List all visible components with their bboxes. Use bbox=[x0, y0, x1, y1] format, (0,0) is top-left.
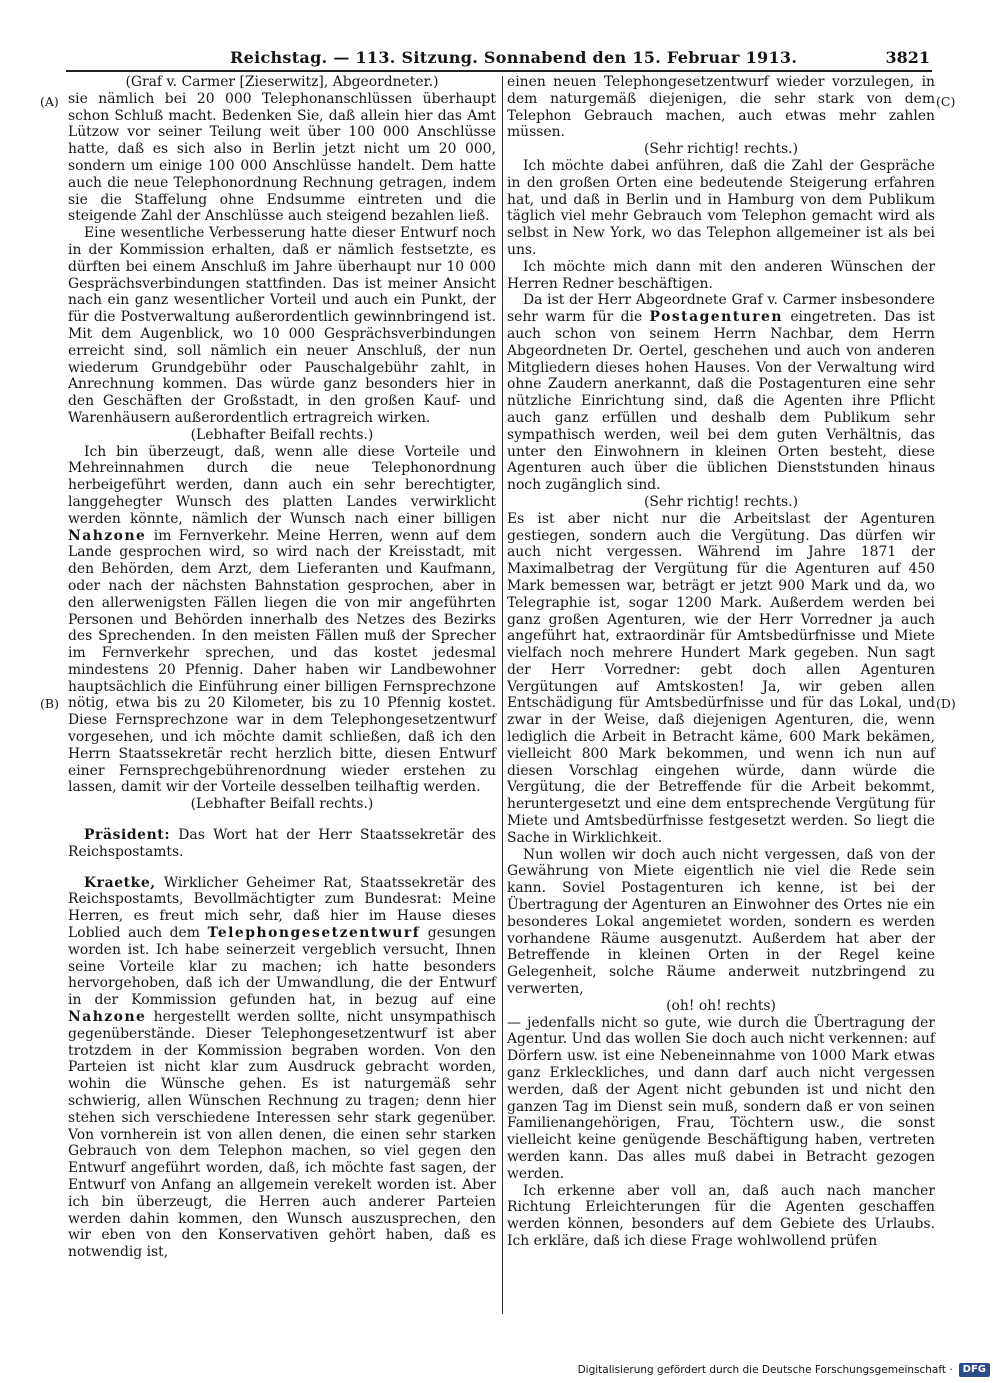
margin-marker-d: (D) bbox=[936, 696, 956, 711]
paragraph bbox=[68, 444, 496, 797]
page-header bbox=[70, 48, 930, 70]
text-span: gesungen worden ist. Ich habe seinerzeit vergeblich versucht, Ihnen seine Vorteile klar zu machen; ich hatte besonders hervorgehoben, daß ich der Umwandlung, die der Entwurf in der Kommission gefunden hat, in bezug auf eine bbox=[68, 925, 496, 1009]
speaker-name: Präsident: bbox=[84, 827, 171, 844]
speaker-head: (Graf v. Carmer [Zieserwitz], Abgeordneter.) bbox=[125, 74, 439, 90]
header-rule bbox=[66, 70, 932, 72]
interjection-note: (oh! oh! rechts) bbox=[666, 997, 776, 1014]
margin-marker-a: (A) bbox=[40, 94, 59, 109]
text-span: eingetreten. Das ist auch schon von seinem Herrn Nachbar, dem Herrn Abgeordneten Dr. Oertel, geschehen und auch von anderen Mitgliedern dieses hohen Hauses. Von der Verwaltung wird ohne Zaudern anerkannt, daß die Postagenturen eine sehr nützliche Einrichtung sind, daß die Agenten ihre Pflicht auch ganz erfüllen und deshalb dem Publikum sehr sympathisch werden, weil bei dem guten Verhältnis, das unter den Einwohnern in kleinen Orten besteht, diese Agenturen auch über die üblichen Dienststunden hinaus noch zugänglich sind. bbox=[507, 309, 935, 494]
digitization-footer bbox=[578, 1363, 990, 1377]
left-column bbox=[68, 74, 496, 1261]
paragraph: Ich erkenne aber voll an, daß auch nach mancher Richtung Erleichterungen für die Agenten geschaffen werden können, besonders auf dem Gebiete des Urlaubs. Ich erkläre, daß ich diese Frage wohlwollend prüfen bbox=[507, 1182, 935, 1249]
speaker-name: Kraetke, bbox=[84, 874, 156, 891]
column-divider bbox=[502, 76, 503, 1314]
emphasis: Nahzone bbox=[68, 1009, 147, 1026]
applause-note: (Sehr richtig! rechts.) bbox=[643, 493, 798, 510]
emphasis: Nahzone bbox=[68, 527, 147, 544]
text-span: Ich bin überzeugt, daß, wenn alle diese Vorteile und Mehreinnahmen durch die neue Telephonordnung herbeigeführt werden, dann auch ein sehr berechtigter, langgehegter Wunsch des platten Landes verwirklicht werden könnte, nämlich der Wunsch nach einer billigen bbox=[68, 443, 496, 527]
page-title: Reichstag. — 113. Sitzung. Sonnabend den 15. Februar 1913. bbox=[230, 48, 798, 67]
emphasis: Telephongesetzentwurf bbox=[207, 925, 421, 942]
margin-marker-c: (C) bbox=[936, 94, 956, 109]
paragraph: — jedenfalls nicht so gute, wie durch die Übertragung der Agentur. Und das wollen Sie doch auch nicht verkennen: auf Dörfern usw. ist eine Nebeneinnahme von 1000 Mark etwas ganz Erkleckliches, und dann darf auch nicht vergessen werden, daß der Agent nicht gebunden ist und nicht den ganzen Tag im Dienst sein muß, sondern daß er von seinen Familienangehörigen, Frau, Töchtern usw., die sonst vielleicht keine genügende Beschäftigung haben, vertreten werden kann. Das alles muß dabei in Betracht gezogen werden. bbox=[507, 1014, 935, 1182]
text-span: Wirklicher Geheimer Rat, Staatssekretär des Reichspostamts, Bevollmächtigter zum Bundesrat: Meine Herren, es freut mich sehr, daß hier im Hause dieses Loblied auch dem bbox=[68, 874, 496, 942]
applause-note: (Lebhafter Beifall rechts.) bbox=[190, 426, 374, 443]
page-number: 3821 bbox=[885, 48, 930, 67]
applause-note: (Lebhafter Beifall rechts.) bbox=[190, 796, 374, 813]
right-column bbox=[507, 74, 935, 1250]
margin-marker-b: (B) bbox=[40, 696, 59, 711]
dfg-logo: DFG bbox=[959, 1363, 990, 1377]
text-span: im Fernverkehr. Meine Herren, wenn auf dem Lande gesprochen wird, so wird nach der Kreisstadt, mit den Behörden, dem Arzt, dem Lieferanten und Kaufmann, oder nach der nächsten Bahnstation gesprochen, aber in den allerwenigsten Fällen liegen die von mir angeführten Personen und Behörden innerhalb des Netzes des Bezirks des Sprechenden. In den meisten Fällen muß der Sprecher im Fernverkehr sprechen, und das kostet jedesmal mindestens 20 Pfennig. Daher haben wir Landbewohner hauptsächlich die Einführung einer billigen Fernsprechzone nötig, etwa bis zu 20 Kilometer, bis zu 10 Pfennig kostet. Diese Fernsprechzone war in dem Telephongesetzentwurf vorgesehen, und ich möchte damit schließen, daß ich den Herrn Staatssekretär recht herzlich bitte, diesen Entwurf einer Fernsprechgebührenordnung wieder erstehen zu lassen, damit wir der Vorteile desselben teilhaftig werden. bbox=[68, 527, 496, 796]
footer-text: Digitalisierung gefördert durch die Deutsche Forschungsgemeinschaft · bbox=[577, 1364, 953, 1376]
paragraph: Eine wesentliche Verbesserung hatte dieser Entwurf noch in der Kommission erhalten, daß er nämlich festsetzte, es dürften bei einem Anschluß im Jahre überhaupt nur 10 000 Gesprächsverbindungen stattfinden. Das ist meiner Ansicht nach ein ganz wesentlicher Vorteil und auch ein Punkt, der für die Postverwaltung außerordentlich gewinnbringend ist. Mit dem Augenblick, wo 10 000 Gesprächsverbindungen erreicht sind, soll nämlich ein neuer Anschluß, der nun wiederum Grundgebühr oder Pauschalgebühr zahlt, in Anrechnung kommen. Das würde ganz besonders hier in den Geschäften der Großstadt, in den großen Kauf- und Warenhäusern außerordentlich ertragreich wirken. bbox=[68, 225, 496, 426]
applause-note: (Sehr richtig! rechts.) bbox=[643, 141, 798, 158]
text-span: Das Wort hat der Herr Staatssekretär des Reichspostamts. bbox=[68, 827, 496, 860]
text-span: hergestellt werden sollte, nicht unsympathisch gegenüberstände. Dieser Telephongesetzentwurf ist aber trotzdem in der Kommission begraben worden. Von den Parteien ist nicht klar zum Ausdruck gebracht worden, wohin die Wünsche gehen. Es ist naturgemäß sehr schwierig, allen Wünschen Rechnung zu tragen; denn hier stehen sich verschiedene Interessen sehr stark gegenüber. Von vornherein ist von allen denen, die einen sehr starken Gebrauch von dem Telephon machen, so viel gegen den Entwurf angeführt worden, daß, ich möchte fast sagen, der Entwurf von Anfang an allgemein verekelt worden ist. Aber ich bin überzeugt, die Herren auch anderer Parteien werden dahin kommen, den Wunsch auszusprechen, den wir eben von den Konservativen gehört haben, daß es notwendig ist, bbox=[68, 1009, 496, 1261]
paragraph: Nun wollen wir doch auch nicht vergessen, daß von der Gewährung von Miete eigentlich nie viel die Rede sein kann. Soviel Postagenturen ich kenne, ist bei der Übertragung der Agenturen an Einwohner des Ortes nie ein besonderes Lokal angemietet worden, sondern es werden vorhandene Räume ausgenutzt. Außerdem hat aber der Betreffende in kleinen Orten in der Regel keine Gelegenheit, solche Räume anderweit nutzbringend zu verwerten, bbox=[507, 846, 935, 998]
paragraph: sie nämlich bei 20 000 Telephonanschlüssen überhaupt schon Schluß macht. Bedenken Sie, daß allein hier das Amt Lützow vor seiner Teilung weit über 100 000 Anschlüsse hatte, daß es sich also in Berlin jetzt nicht um 20 000, sondern um einige 100 000 Anschlüsse handelt. Dem hatte auch die neue Telephonordnung Rechnung getragen, indem sie die Staffelung ohne Endsumme eintreten und die steigende Zahl der Anschlüsse auch steigend bezahlen ließ. bbox=[68, 90, 496, 225]
emphasis: Postagenturen bbox=[649, 309, 783, 326]
paragraph bbox=[507, 292, 935, 494]
text-span: Da ist der Herr Abgeordnete Graf v. Carmer insbesondere sehr warm für die bbox=[507, 292, 935, 326]
kraetke-paragraph bbox=[68, 875, 496, 1261]
paragraph: einen neuen Telephongesetzentwurf wieder vorzulegen, in dem naturgemäß diejenigen, die sehr stark von dem Telephon Gebrauch machen, auch etwas mehr zahlen müssen. bbox=[507, 74, 935, 141]
president-paragraph bbox=[68, 827, 496, 861]
paragraph: Es ist aber nicht nur die Arbeitslast der Agenturen gestiegen, sondern auch die Vergütung. Das dürfen wir auch nicht vergessen. Während im Jahre 1871 der Maximalbetrag der Vergütung für die Agenturen auf 450 Mark bemessen war, beträgt er jetzt 900 Mark und da, wo Telegraphie ist, sogar 1200 Mark. Außerdem werden bei ganz großen Agenturen, wie der Herr Vorredner ja auch angeführt hat, extraordinär für Amtsbedürfnisse und Miete vielfach noch mehrere Hundert Mark gegeben. Nun sagt der Herr Vorredner: gebt doch allen Agenturen Vergütungen auf Amtskosten! Ja, wir geben allen Entschädigung für Amtsbedürfnisse und für das Lokal, und zwar in der Weise, daß diejenigen Agenturen, die, wenn lediglich die Arbeit in Betracht käme, 600 Mark bekämen, vielleicht 800 Mark bekommen, und wenn ich nun auf diesen Vorschlag eingehen würde, dann würde die Vergütung, die der Betreffende für die Arbeit bekommt, heruntergesetzt und eine dem entsprechende Vergütung für Miete und Amtsbedürfnisse festgesetzt werden. So liegt die Sache in Wirklichkeit. bbox=[507, 510, 935, 846]
paragraph: Ich möchte dabei anführen, daß die Zahl der Gespräche in den großen Orten eine bedeutende Steigerung erfahren hat, und daß in Berlin und in Hamburg von dem Publikum täglich viel mehr Gebrauch vom Telephon gemacht wird als selbst in New York, wo das Telephon allgemeiner ist als bei uns. bbox=[507, 157, 935, 258]
paragraph: Ich möchte mich dann mit den anderen Wünschen der Herren Redner beschäftigen. bbox=[507, 258, 935, 292]
